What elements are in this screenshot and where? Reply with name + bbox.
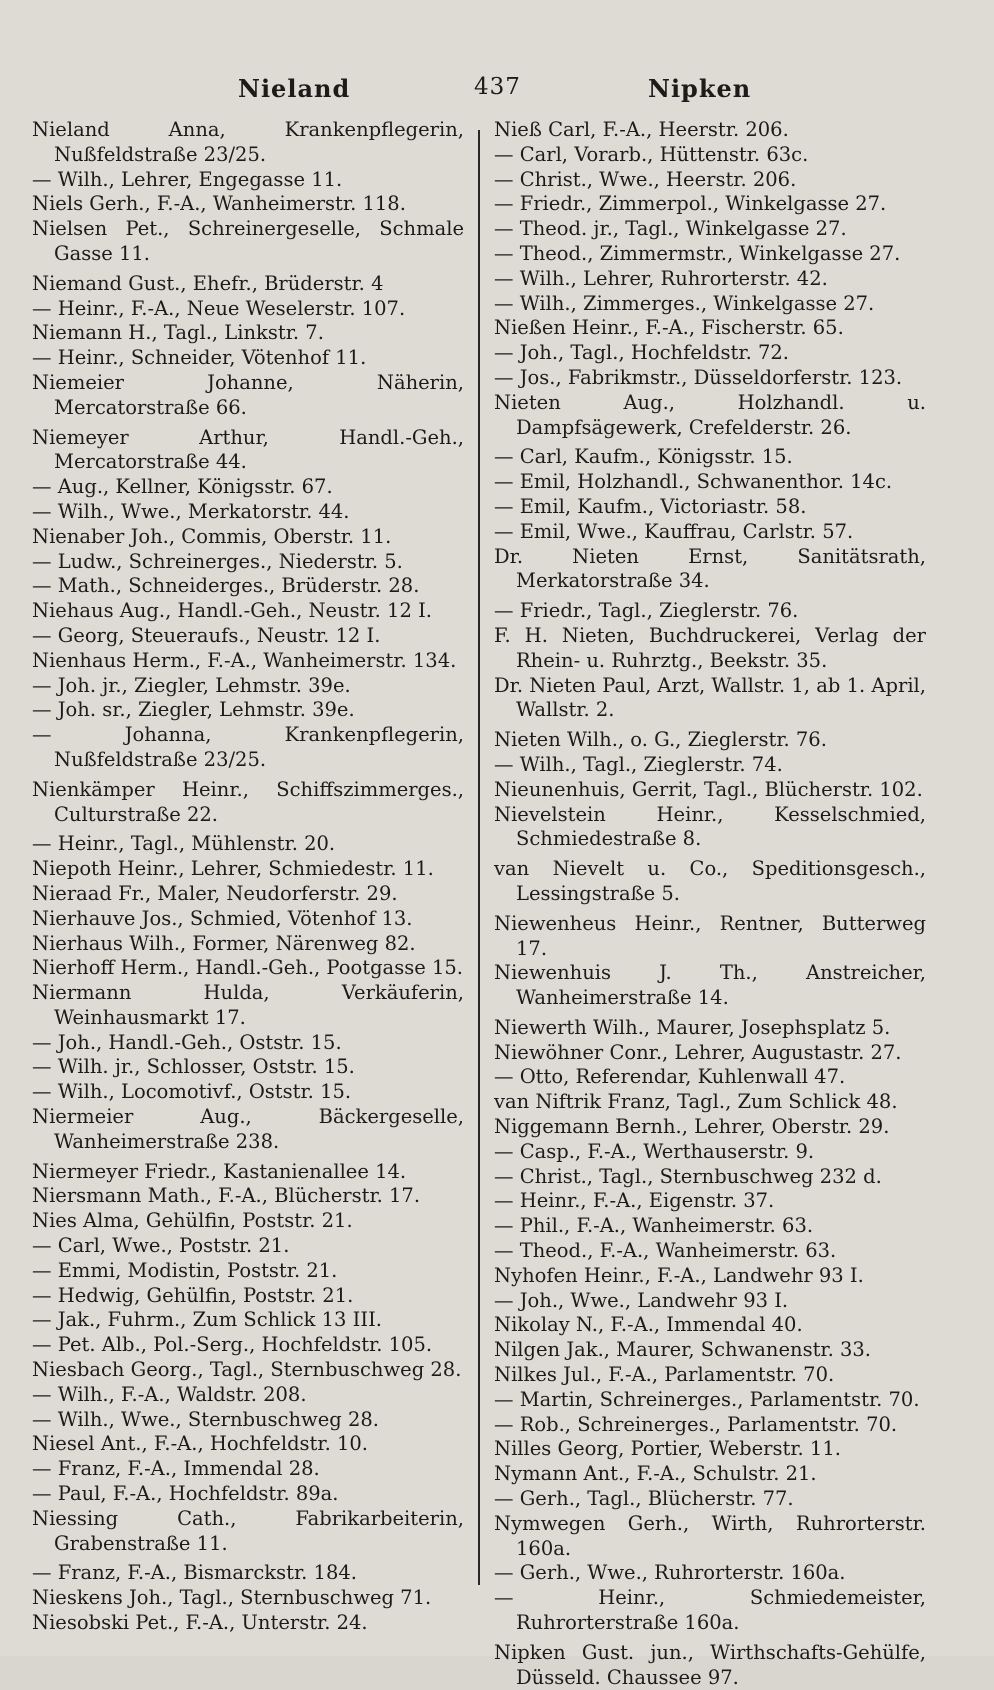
- directory-entry: Niesbach Georg., Tagl., Sternbuschweg 28.: [32, 1358, 462, 1382]
- directory-entry: — Heinr., Schneider, Vötenhof 11.: [32, 346, 367, 370]
- directory-entry: — Joh. sr., Ziegler, Lehmstr. 39e.: [32, 698, 355, 722]
- directory-entry: Nipken Gust. jun., Wirthschafts-Gehülfe, Düsseld. Chaussee 97.: [494, 1640, 926, 1689]
- directory-entry: — Joh., Tagl., Hochfeldstr. 72.: [494, 341, 789, 365]
- directory-entry: Nienaber Joh., Commis, Oberstr. 11.: [32, 524, 392, 548]
- directory-entry: Niggemann Bernh., Lehrer, Oberstr. 29.: [494, 1115, 890, 1139]
- directory-entry: Niemann H., Tagl., Linkstr. 7.: [32, 321, 324, 345]
- directory-entry: Nieunenhuis, Gerrit, Tagl., Blücherstr. 102.: [494, 777, 923, 801]
- directory-entry: — Wilh., Tagl., Zieglerstr. 74.: [494, 752, 783, 776]
- directory-entry: — Friedr., Tagl., Zieglerstr. 76.: [494, 599, 799, 623]
- directory-entry: Nies Alma, Gehülfin, Poststr. 21.: [32, 1209, 353, 1233]
- directory-entry: — Joh. jr., Ziegler, Lehmstr. 39e.: [32, 673, 351, 697]
- directory-entry: Nievelstein Heinr., Kesselschmied, Schmiedestraße 8.: [494, 802, 926, 851]
- directory-entry: — Aug., Kellner, Königsstr. 67.: [32, 475, 333, 499]
- directory-entry: — Emil, Holzhandl., Schwanenthor. 14c.: [494, 470, 893, 494]
- directory-entry: Nyhofen Heinr., F.-A., Landwehr 93 I.: [494, 1263, 864, 1287]
- left-column: [32, 118, 464, 1636]
- directory-entry: van Nievelt u. Co., Speditionsgesch., Lessingstraße 5.: [494, 857, 926, 905]
- directory-entry: — Hedwig, Gehülfin, Poststr. 21.: [32, 1283, 354, 1307]
- directory-entry: — Theod., F.-A., Wanheimerstr. 63.: [494, 1239, 837, 1263]
- directory-entry: — Paul, F.-A., Hochfeldstr. 89a.: [32, 1482, 339, 1506]
- directory-entry: — Wilh., Wwe., Sternbuschweg 28.: [32, 1407, 379, 1431]
- directory-entry: — Joh., Wwe., Landwehr 93 I.: [494, 1288, 789, 1312]
- directory-entry: — Wilh., Lehrer, Ruhrorterstr. 42.: [494, 266, 828, 290]
- directory-entry: — Otto, Referendar, Kuhlenwall 47.: [494, 1065, 846, 1089]
- directory-entry: Niehaus Aug., Handl.-Geh., Neustr. 12 I.: [32, 599, 432, 623]
- directory-entry: Nieten Wilh., o. G., Zieglerstr. 76.: [494, 728, 827, 752]
- directory-entry: Nilgen Jak., Maurer, Schwanenstr. 33.: [494, 1338, 872, 1362]
- directory-entry: — Theod. jr., Tagl., Winkelgasse 27.: [494, 217, 847, 241]
- directory-entry: — Phil., F.-A., Wanheimerstr. 63.: [494, 1214, 814, 1238]
- directory-entry: — Emil, Wwe., Kauffrau, Carlstr. 57.: [494, 519, 854, 543]
- directory-entry: — Heinr., Schmiedemeister, Ruhrorterstraße 160a.: [494, 1586, 926, 1635]
- directory-entry: Nienhaus Herm., F.-A., Wanheimerstr. 134.: [32, 648, 457, 672]
- directory-entry: — Rob., Schreinerges., Parlamentstr. 70.: [494, 1412, 898, 1436]
- directory-entry: — Emil, Kaufm., Victoriastr. 58.: [494, 494, 807, 518]
- directory-entry: Niesobski Pet., F.-A., Unterstr. 24.: [32, 1611, 368, 1635]
- header-first-name: Nieland: [238, 74, 351, 103]
- directory-entry: Niewerth Wilh., Maurer, Josephsplatz 5.: [494, 1015, 891, 1039]
- directory-entry: — Heinr., F.-A., Neue Weselerstr. 107.: [32, 296, 406, 320]
- directory-entry: — Heinr., Tagl., Mühlenstr. 20.: [32, 832, 336, 856]
- directory-entry: Niersmann Math., F.-A., Blücherstr. 17.: [32, 1184, 421, 1208]
- directory-entry: Niemand Gust., Ehefr., Brüderstr. 4: [32, 271, 384, 295]
- directory-entry: — Pet. Alb., Pol.-Serg., Hochfeldstr. 105.: [32, 1333, 433, 1357]
- directory-entry: van Niftrik Franz, Tagl., Zum Schlick 48.: [494, 1090, 898, 1114]
- right-column: [494, 118, 926, 1690]
- directory-entry: — Georg, Steueraufs., Neustr. 12 I.: [32, 623, 381, 647]
- directory-entry: — Wilh., Zimmerges., Winkelgasse 27.: [494, 291, 875, 315]
- directory-entry: — Friedr., Zimmerpol., Winkelgasse 27.: [494, 192, 887, 216]
- directory-entry: Nieland Anna, Krankenpflegerin, Nußfeldstraße 23/25.: [32, 118, 464, 166]
- directory-entry: Niewenheus Heinr., Rentner, Butterweg 17.: [494, 911, 926, 960]
- directory-entry: Nymwegen Gerh., Wirth, Ruhrorterstr. 160a.: [494, 1511, 926, 1560]
- directory-entry: Niemeyer Arthur, Handl.-Geh., Mercatorstraße 44.: [32, 425, 464, 474]
- directory-entry: — Wilh., Locomotivf., Oststr. 15.: [32, 1080, 352, 1104]
- directory-entry: Nieraad Fr., Maler, Neudorferstr. 29.: [32, 881, 398, 905]
- directory-entry: Niessing Cath., Fabrikarbeiterin, Grabenstraße 11.: [32, 1506, 464, 1555]
- directory-entry: — Wilh., F.-A., Waldstr. 208.: [32, 1382, 307, 1406]
- directory-entry: — Franz, F.-A., Bismarckstr. 184.: [32, 1561, 357, 1585]
- directory-entry: Nieskens Joh., Tagl., Sternbuschweg 71.: [32, 1586, 432, 1610]
- directory-entry: — Jos., Fabrikmstr., Düsseldorferstr. 123.: [494, 365, 903, 389]
- directory-entry: — Franz, F.-A., Immendal 28.: [32, 1457, 320, 1481]
- directory-entry: — Martin, Schreinerges., Parlamentstr. 70.: [494, 1387, 920, 1411]
- page-header: [0, 66, 994, 106]
- header-last-name: Nipken: [648, 74, 752, 103]
- directory-entry: Nilles Georg, Portier, Weberstr. 11.: [494, 1437, 841, 1461]
- directory-entry: — Wilh., Lehrer, Engegasse 11.: [32, 167, 343, 191]
- directory-entry: Nieten Aug., Holzhandl. u. Dampfsägewerk, Crefelderstr. 26.: [494, 390, 926, 439]
- directory-entry: Niels Gerh., F.-A., Wanheimerstr. 118.: [32, 192, 406, 216]
- directory-entry: — Math., Schneiderges., Brüderstr. 28.: [32, 574, 420, 598]
- directory-entry: Niewöhner Conr., Lehrer, Augustastr. 27.: [494, 1040, 902, 1064]
- directory-entry: Nikolay N., F.-A., Immendal 40.: [494, 1313, 803, 1337]
- directory-entry: F. H. Nieten, Buchdruckerei, Verlag der Rhein- u. Ruhrztg., Beekstr. 35.: [494, 623, 926, 672]
- directory-entry: — Casp., F.-A., Werthauserstr. 9.: [494, 1139, 815, 1163]
- directory-entry: — Gerh., Tagl., Blücherstr. 77.: [494, 1487, 794, 1511]
- directory-entry: Niemeier Johanne, Näherin, Mercatorstraße 66.: [32, 370, 464, 419]
- directory-entry: — Jak., Fuhrm., Zum Schlick 13 III.: [32, 1308, 382, 1332]
- directory-entry: Nieß Carl, F.-A., Heerstr. 206.: [494, 118, 789, 141]
- directory-entry: — Christ., Wwe., Heerstr. 206.: [494, 167, 797, 191]
- directory-entry: Nielsen Pet., Schreinergeselle, Schmale Gasse 11.: [32, 217, 464, 265]
- directory-entry: Niewenhuis J. Th., Anstreicher, Wanheimerstraße 14.: [494, 961, 926, 1010]
- directory-entry: — Heinr., F.-A., Eigenstr. 37.: [494, 1189, 775, 1213]
- directory-entry: Nierhauve Jos., Schmied, Vötenhof 13.: [32, 906, 413, 930]
- directory-entry: — Emmi, Modistin, Poststr. 21.: [32, 1258, 338, 1282]
- directory-entry: Nymann Ant., F.-A., Schulstr. 21.: [494, 1462, 817, 1486]
- column-divider: [478, 130, 480, 1585]
- directory-entry: — Theod., Zimmermstr., Winkelgasse 27.: [494, 241, 901, 265]
- directory-entry: — Carl, Kaufm., Königsstr. 15.: [494, 445, 793, 469]
- directory-entry: Niermann Hulda, Verkäuferin, Weinhausmarkt 17.: [32, 981, 464, 1029]
- directory-entry: — Carl, Wwe., Poststr. 21.: [32, 1234, 290, 1258]
- directory-entry: — Johanna, Krankenpflegerin, Nußfeldstraße 23/25.: [32, 723, 464, 771]
- page-number: 437: [474, 74, 521, 100]
- directory-entry: — Carl, Vorarb., Hüttenstr. 63c.: [494, 142, 809, 166]
- directory-entry: Dr. Nieten Ernst, Sanitätsrath, Merkatorstraße 34.: [494, 544, 926, 593]
- directory-entry: Nienkämper Heinr., Schiffszimmerges., Culturstraße 22.: [32, 777, 464, 826]
- directory-entry: Niermeyer Friedr., Kastanienallee 14.: [32, 1159, 407, 1183]
- directory-entry: — Wilh., Wwe., Merkatorstr. 44.: [32, 499, 350, 523]
- directory-entry: Nierhaus Wilh., Former, Närenweg 82.: [32, 931, 416, 955]
- directory-entry: Nilkes Jul., F.-A., Parlamentstr. 70.: [494, 1363, 835, 1387]
- directory-entry: — Gerh., Wwe., Ruhrorterstr. 160a.: [494, 1561, 846, 1585]
- directory-entry: Niepoth Heinr., Lehrer, Schmiedestr. 11.: [32, 857, 434, 881]
- directory-entry: — Christ., Tagl., Sternbuschweg 232 d.: [494, 1164, 882, 1188]
- directory-entry: Nierhoff Herm., Handl.-Geh., Pootgasse 15.: [32, 956, 463, 980]
- directory-entry: Dr. Nieten Paul, Arzt, Wallstr. 1, ab 1. April, Wallstr. 2.: [494, 673, 926, 722]
- directory-entry: Nießen Heinr., F.-A., Fischerstr. 65.: [494, 316, 844, 340]
- directory-entry: — Wilh. jr., Schlosser, Oststr. 15.: [32, 1055, 355, 1079]
- directory-entry: Niermeier Aug., Bäckergeselle, Wanheimerstraße 238.: [32, 1105, 464, 1153]
- directory-entry: — Joh., Handl.-Geh., Oststr. 15.: [32, 1030, 342, 1054]
- directory-entry: Niesel Ant., F.-A., Hochfeldstr. 10.: [32, 1432, 368, 1456]
- directory-entry: — Ludw., Schreinerges., Niederstr. 5.: [32, 549, 403, 573]
